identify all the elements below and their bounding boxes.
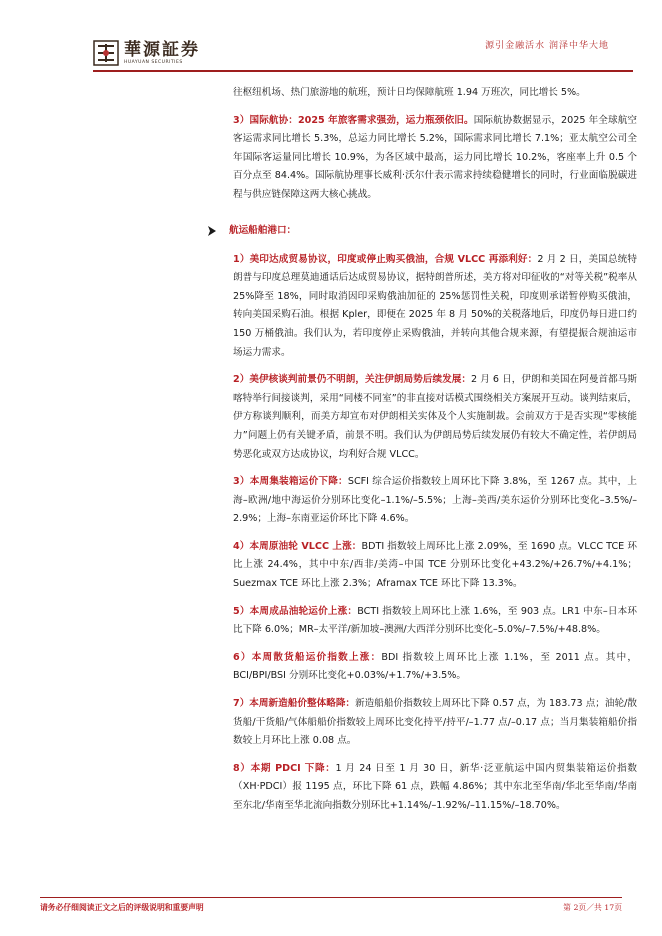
footer-divider xyxy=(40,897,622,898)
paragraph-heading: 3）国际航协：2025 年旅客需求强劲，运力瓶颈依旧。 xyxy=(233,114,474,126)
body-paragraph xyxy=(233,84,637,103)
paragraph-heading: 6）本周散货船运价指数上涨： xyxy=(233,651,382,663)
section-title-shipping: 航运船舶港口： xyxy=(229,225,297,236)
paragraph-text: 往枢纽机场、热门旅游地的航班，预计日均保障航班 1.94 万班次，同比增长 5%。 xyxy=(233,87,586,98)
paragraph-gap xyxy=(233,686,637,695)
paragraph-text: 1 月 24 日至 1 月 30 日，新华·泛亚航运中国内贸集装箱运价指数（XH·PDCI）报 1195 点，环比下降 61 点，跌幅 4.86%；其中东北至华南/华北至华南/华南至东北/华南至华北流向指数分别环比+1.14%/–1.92%/–11.15%/–18.70%。 xyxy=(233,762,637,811)
paragraph-gap xyxy=(233,362,637,371)
paragraph-text: 国际航协数据显示，2025 年全球航空客运需求同比增长 5.3%，总运力同比增长 5.2%，国际需求同比增长 7.1%；亚太航空公司全年国际客运量同比增长 10.9%，为各区域中最高，运力同比增长 10.2%，客座率上升 0.5 个百分点至 84.4%。国际航协理事长威利·沃尔什表示需求持续稳健增长的同时，行业面临脱碳进程与供应链保障这两大核心挑战。 xyxy=(233,114,638,200)
paragraph-text: BDTI 指数较上周环比上涨 2.09%，至 1690 点。VLCC TCE 环比上涨 24.4%，其中中东/西非/美湾–中国 TCE 分别环比变化+43.2%/+26.7%/+4.1%；Suezmax TCE 环比上涨 2.3%；Aframax TCE 环比下降 13.3%。 xyxy=(233,540,637,590)
logo-english-name: HUAYUAN SECURITIES xyxy=(124,60,183,65)
body-paragraph xyxy=(233,760,637,816)
report-body xyxy=(233,84,637,816)
arrow-bullet-icon xyxy=(208,226,216,236)
paragraph-gap xyxy=(233,103,637,112)
header-divider xyxy=(93,70,633,72)
paragraph-text: BDI 指数较上周环比上涨 1.1%，至 2011 点。其中，BCI/BPI/BSI 分别环比变化+0.03%/+1.7%/+3.5%。 xyxy=(233,651,637,682)
body-paragraph xyxy=(233,695,637,751)
paragraph-gap xyxy=(233,594,637,603)
paragraph-text: 新造船船价指数较上周环比下降 0.57 点，为 183.73 点；油轮/散货船/干货船/气体船船价指数较上周环比变化持平/持平/–1.77 点/–0.17 点；当月集装箱船价指数较上月环比上涨 0.08 点。 xyxy=(233,698,637,747)
paragraph-heading: 8）本期 PDCI 下降： xyxy=(233,762,336,774)
paragraph-gap xyxy=(233,751,637,760)
paragraph-heading: 5）本周成品油轮运价上涨： xyxy=(233,605,358,617)
bullet-spacer xyxy=(233,205,637,251)
body-paragraph xyxy=(233,649,637,686)
logo-chinese-name: 華源証券 xyxy=(124,40,200,60)
body-paragraph xyxy=(233,371,637,464)
page-header xyxy=(0,0,662,70)
body-paragraph xyxy=(233,473,637,529)
paragraph-heading: 4）本周原油轮 VLCC 上涨： xyxy=(233,540,362,552)
body-paragraph xyxy=(233,251,637,363)
paragraph-heading: 2）美伊核谈判前景仍不明朗，关注伊朗局势后续发展： xyxy=(233,374,471,386)
logo-emblem-icon xyxy=(93,40,119,66)
paragraph-text: 2 月 2 日，美国总统特朗普与印度总理莫迪通话后达成贸易协议，据特朗普所述，美方将对印征收的“对等关税”税率从 25%降至 18%，同时取消因印采购俄油加征的 25%惩罚性关税，印度则承诺暂停购买俄油，转向美国采购石油。根据 Kpler，即便在 2025 年 8 月 50%的关税落地后，印度仍每日进口约 150 万桶俄油。我们认为，若印度停止采购俄油，并转向其他合规来源，有望提振合规油运市场运力需求。 xyxy=(233,253,637,358)
body-paragraph xyxy=(233,538,637,594)
paragraph-gap xyxy=(233,529,637,538)
paragraph-heading: 7）本周新造船价整体略降： xyxy=(233,698,356,710)
paragraph-gap xyxy=(233,464,637,473)
header-slogan: 源引金融活水 润泽中华大地 xyxy=(485,41,609,51)
paragraph-text: BCTI 指数较上周环比上涨 1.6%，至 903 点。LR1 中东–日本环比下降 6.0%；MR–太平洋/新加坡–澳洲/大西洋分别环比变化–5.0%/–7.5%/+48.8%。 xyxy=(233,605,637,636)
paragraph-text: 2 月 6 日，伊朗和美国在阿曼首都马斯喀特举行间接谈判，采用“同楼不同室”的非直接对话模式围绕相关方案展开互动。谈判结束后，伊方称谈判顺利，而美方却宣布对伊朗相关实体及个人实施制裁。会前双方于是否实现“零核能力”问题上仍有关键矛盾，前景不明。我们认为伊朗局势后续发展仍有较大不确定性，若伊朗局势恶化或双方达成协议，均利好合规 VLCC。 xyxy=(233,374,637,460)
paragraph-heading: 1）美印达成贸易协议，印度或停止购买俄油，合规 VLCC 再添利好： xyxy=(233,253,538,265)
body-paragraph xyxy=(233,603,637,640)
body-paragraph xyxy=(233,112,637,205)
page-number: 第 2页／共 17页 xyxy=(563,903,622,912)
paragraph-heading: 3）本周集装箱运价下降： xyxy=(233,476,348,488)
paragraph-text: SCFI 综合运价指数较上周环比下降 3.8%，至 1267 点。其中，上海–欧洲/地中海运价分别环比变化–1.1%/–5.5%；上海–美西/美东运价分别环比变化–3.5%/–2.9%；上海–东南亚运价环比下降 4.6%。 xyxy=(233,476,637,525)
paragraph-gap xyxy=(233,640,637,649)
company-logo xyxy=(93,40,200,66)
disclaimer-note: 请务必仔细阅读正文之后的评级说明和重要声明 xyxy=(40,903,204,912)
